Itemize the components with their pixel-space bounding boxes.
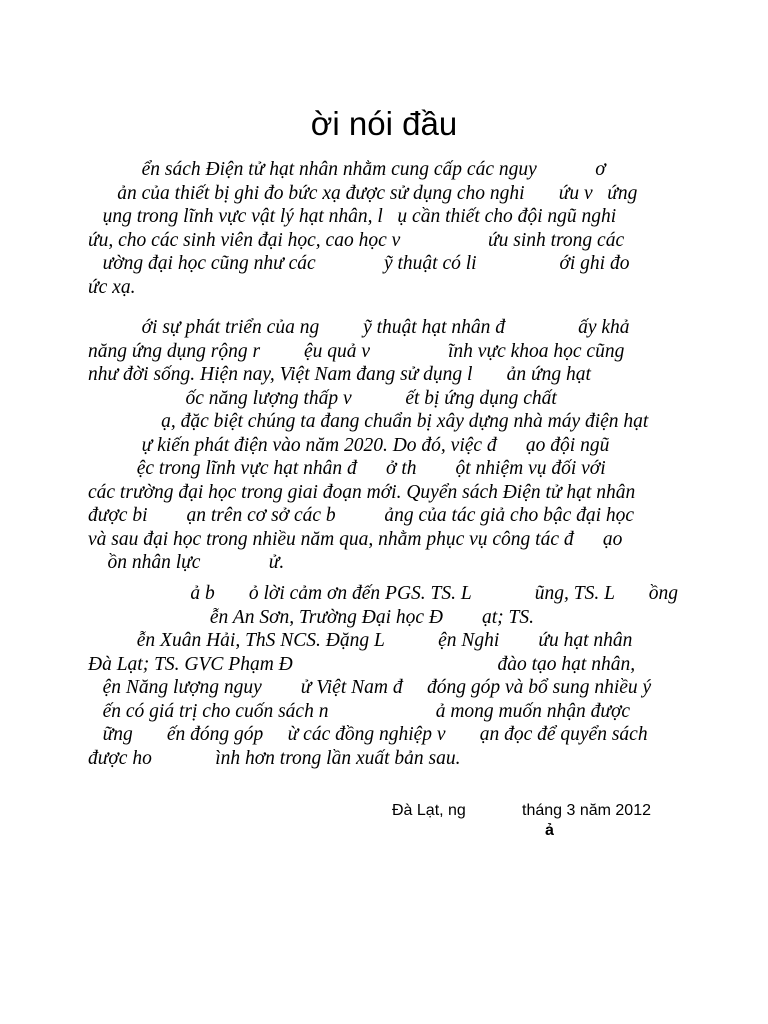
paragraph-line: và sau đại học trong nhiều năm qua, nhằm phục vụ công tác đ ạo: [88, 528, 623, 550]
paragraph-line: năng ứng dụng rộng r ệu quả v ĩnh vực khoa học cũng: [88, 340, 625, 362]
paragraph-line: được ho ình hơn trong lần xuất bản sau.: [88, 747, 461, 769]
signature-date: tháng 3 năm 2012: [522, 802, 651, 819]
paragraph-acknowledgements: [88, 582, 680, 770]
paragraph-line: như đời sống. Hiện nay, Việt Nam đang sử dụng l ản ứng hạt: [88, 364, 591, 385]
paragraph-line: ự kiến phát điện vào năm 2020. Do đó, việc đ ạo đội ngũ: [88, 434, 610, 456]
paragraph-line: ững ến đóng góp ừ các đồng nghiệp v ạn đọc để quyển sách: [88, 724, 648, 745]
paragraph-line: được bi ạn trên cơ sở các b ảng của tác giả cho bậc đại học: [88, 505, 635, 526]
paragraph-line: ả b ỏ lời cảm ơn đến PGS. TS. L ũng, TS. L ồng: [88, 583, 678, 604]
paragraph-line: ụng trong lĩnh vực vật lý hạt nhân, l ụ cần thiết cho đội ngũ nghi: [88, 206, 617, 227]
signature-author: ả: [545, 822, 554, 839]
paragraph-line: ện Năng lượng nguy ử Việt Nam đ đóng góp và bổ sung nhiều ý: [88, 677, 652, 698]
page-title: ời nói đầu: [310, 105, 458, 142]
paragraph-line: ễn An Sơn, Trường Đại học Đ ạt; TS.: [88, 606, 535, 628]
paragraph-line: ển sách Điện tử hạt nhân nhằm cung cấp các nguy ơ: [88, 159, 606, 180]
paragraph-line: ến có giá trị cho cuốn sách n ả mong muốn nhận được: [88, 700, 631, 722]
paragraph-line: ạ, đặc biệt chúng ta đang chuẩn bị xây dựng nhà máy điện hạt: [88, 411, 649, 432]
paragraph-line: Đà Lạt; TS. GVC Phạm Đ đào tạo hạt nhân,: [88, 653, 636, 675]
paragraph-line: ốc năng lượng thấp v ết bị ứng dụng chất: [88, 387, 557, 409]
paragraph-context: [88, 316, 680, 575]
paragraph-line: ản của thiết bị ghi đo bức xạ được sử dụng cho nghi ứu v ứng: [88, 182, 638, 204]
paragraph-line: ường đại học cũng như các ỹ thuật có li ới ghi đo: [88, 253, 630, 274]
paragraph-line: ức xạ.: [88, 276, 136, 298]
paragraph-line: ễn Xuân Hải, ThS NCS. Đặng L ện Nghi ứu hạt nhân: [88, 630, 633, 651]
paragraph-line: ứu, cho các sinh viên đại học, cao học v ứu sinh trong các: [88, 229, 625, 251]
paragraph-line: ới sự phát triển của ng ỹ thuật hạt nhân đ ấy khả: [88, 317, 630, 338]
paragraph-line: ệc trong lĩnh vực hạt nhân đ ở th ột nhiệm vụ đối với: [88, 458, 606, 479]
paragraph-intro: [88, 158, 680, 299]
signature-place: Đà Lạt, ng: [392, 802, 466, 819]
paragraph-line: các trường đại học trong giai đoạn mới. Quyển sách Điện tử hạt nhân: [88, 481, 636, 503]
paragraph-line: ồn nhân lực ử.: [88, 552, 285, 573]
